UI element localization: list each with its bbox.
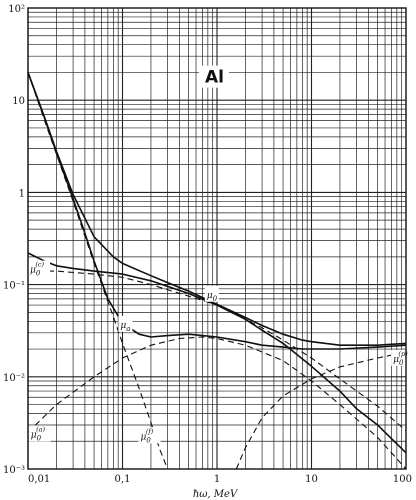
- curve-label-subscript: 0: [36, 434, 42, 443]
- y-tick-label: 10⁻¹: [2, 280, 25, 292]
- curve-label-superscript: (p): [398, 349, 408, 358]
- y-tick-label: 10²: [8, 4, 25, 15]
- curve-label-subscript: 0: [35, 269, 41, 278]
- curve-label-subscript: a: [126, 324, 131, 333]
- curve-label-superscript: (a): [36, 425, 46, 434]
- curve-label-1: $\mu_0(a)$: [30, 425, 46, 443]
- curve-label-superscript: (c): [35, 260, 45, 269]
- y-tick-label: 1: [18, 188, 25, 200]
- x-tick-label: 1: [213, 474, 221, 485]
- curve-label-0: $\mu_0(c)$: [30, 260, 45, 278]
- curve-label-4: $\mu_0$: [206, 290, 218, 303]
- x-tick-label: 0,01: [28, 474, 51, 485]
- curve-label-3: $\mu_0(p)$: [393, 349, 408, 367]
- curve-label-subscript: 0: [212, 294, 218, 303]
- y-tick-label: 10⁻³: [2, 465, 25, 476]
- curve-label-subscript: 0: [146, 436, 151, 445]
- curve-label-subscript: 0: [398, 358, 404, 367]
- curve-labels: [28, 261, 413, 445]
- curve-label-superscript: (f): [145, 427, 154, 436]
- y-tick-label: 10: [12, 96, 25, 108]
- curve-label-2: $\mu_0(f)$: [140, 427, 154, 445]
- x-tick-label: 0,1: [114, 474, 131, 485]
- x-tick-label: 10: [305, 474, 318, 485]
- curve-label-5: $\mu_a$: [120, 320, 131, 333]
- chart-title: Al: [205, 67, 224, 88]
- x-tick-label: 100: [392, 474, 412, 485]
- x-axis-label: ħω, MeV: [192, 489, 238, 500]
- y-tick-label: 10⁻²: [2, 372, 25, 384]
